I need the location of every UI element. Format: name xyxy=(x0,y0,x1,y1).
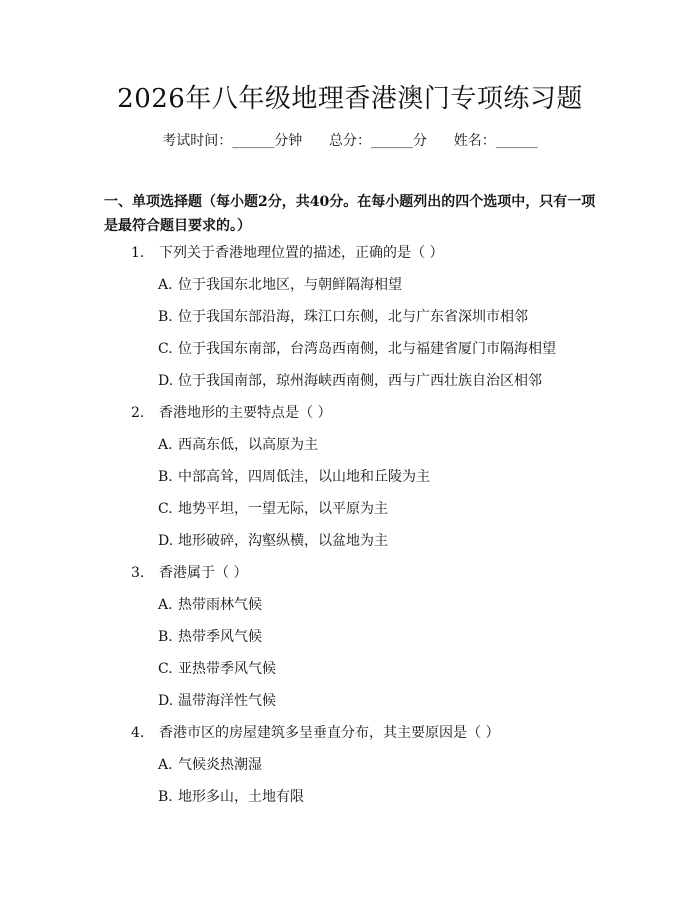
option-text: 热带季风气候 xyxy=(178,629,262,645)
question-1 xyxy=(131,243,443,263)
option-text: 温带海洋性气候 xyxy=(178,693,276,709)
time-unit: 分钟 xyxy=(274,133,303,149)
question-text: 下列关于香港地理位置的描述，正确的是（ ） xyxy=(159,245,444,261)
question-number: 4. xyxy=(131,725,145,741)
option-letter: C. xyxy=(158,341,173,357)
option-text: 亚热带季风气候 xyxy=(178,661,276,677)
option-2b xyxy=(158,467,430,487)
option-1b xyxy=(158,307,528,327)
option-text: 位于我国东部沿海，珠江口东侧，北与广东省深圳市相邻 xyxy=(178,309,528,325)
option-letter: B. xyxy=(158,629,173,645)
option-1c xyxy=(158,339,556,359)
time-label: 考试时间： xyxy=(162,133,233,149)
option-letter: C. xyxy=(158,661,173,677)
option-letter: A. xyxy=(158,597,173,613)
option-letter: B. xyxy=(158,309,173,325)
option-letter: A. xyxy=(158,277,173,293)
option-1a xyxy=(158,275,402,295)
option-letter: B. xyxy=(158,469,173,485)
option-letter: A. xyxy=(158,437,173,453)
option-letter: A. xyxy=(158,757,173,773)
question-3 xyxy=(131,563,247,583)
option-2a xyxy=(158,435,318,455)
question-text: 香港属于（ ） xyxy=(159,565,248,581)
option-4a xyxy=(158,755,262,775)
question-number: 2. xyxy=(131,405,145,421)
option-3a xyxy=(158,595,262,615)
score-label: 总分： xyxy=(329,133,371,149)
question-number: 3. xyxy=(131,565,145,581)
question-4 xyxy=(131,723,499,743)
option-text: 位于我国东南部，台湾岛西南侧，北与福建省厦门市隔海相望 xyxy=(178,341,556,357)
name-blank: ______ xyxy=(495,133,538,149)
question-text: 香港市区的房屋建筑多呈垂直分布，其主要原因是（ ） xyxy=(159,725,500,741)
option-1d xyxy=(158,371,542,391)
page-title: 2026年八年级地理香港澳门专项练习题 xyxy=(117,84,583,114)
question-text: 香港地形的主要特点是（ ） xyxy=(159,405,332,421)
option-letter: D. xyxy=(158,693,174,709)
option-3d xyxy=(158,691,276,711)
score-unit: 分 xyxy=(413,133,427,149)
option-text: 气候炎热潮湿 xyxy=(178,757,262,773)
option-text: 地势平坦，一望无际，以平原为主 xyxy=(178,501,388,517)
score-blank: ______ xyxy=(371,133,413,149)
option-letter: D. xyxy=(158,533,174,549)
section-heading: 一、单项选择题（每小题2分，共40分。在每小题列出的四个选项中，只有一项是最符合题目要求的。） xyxy=(104,194,596,234)
option-3c xyxy=(158,659,276,679)
option-letter: B. xyxy=(158,789,173,805)
option-4b xyxy=(158,787,304,807)
option-letter: D. xyxy=(158,373,174,389)
option-2d xyxy=(158,531,388,551)
option-text: 地形多山，土地有限 xyxy=(178,789,304,805)
option-text: 热带雨林气候 xyxy=(178,597,262,613)
option-3b xyxy=(158,627,262,647)
time-blank: ______ xyxy=(232,133,275,149)
option-text: 中部高耸，四周低洼，以山地和丘陵为主 xyxy=(178,469,430,485)
option-text: 地形破碎，沟壑纵横，以盆地为主 xyxy=(178,533,388,549)
option-text: 位于我国南部，琼州海峡西南侧，西与广西壮族自治区相邻 xyxy=(178,373,542,389)
option-text: 西高东低，以高原为主 xyxy=(178,437,318,453)
name-label: 姓名： xyxy=(453,133,496,149)
option-2c xyxy=(158,499,388,519)
exam-meta xyxy=(0,131,700,151)
option-letter: C. xyxy=(158,501,173,517)
question-number: 1. xyxy=(131,245,145,261)
question-2 xyxy=(131,403,331,423)
option-text: 位于我国东北地区，与朝鲜隔海相望 xyxy=(178,277,402,293)
